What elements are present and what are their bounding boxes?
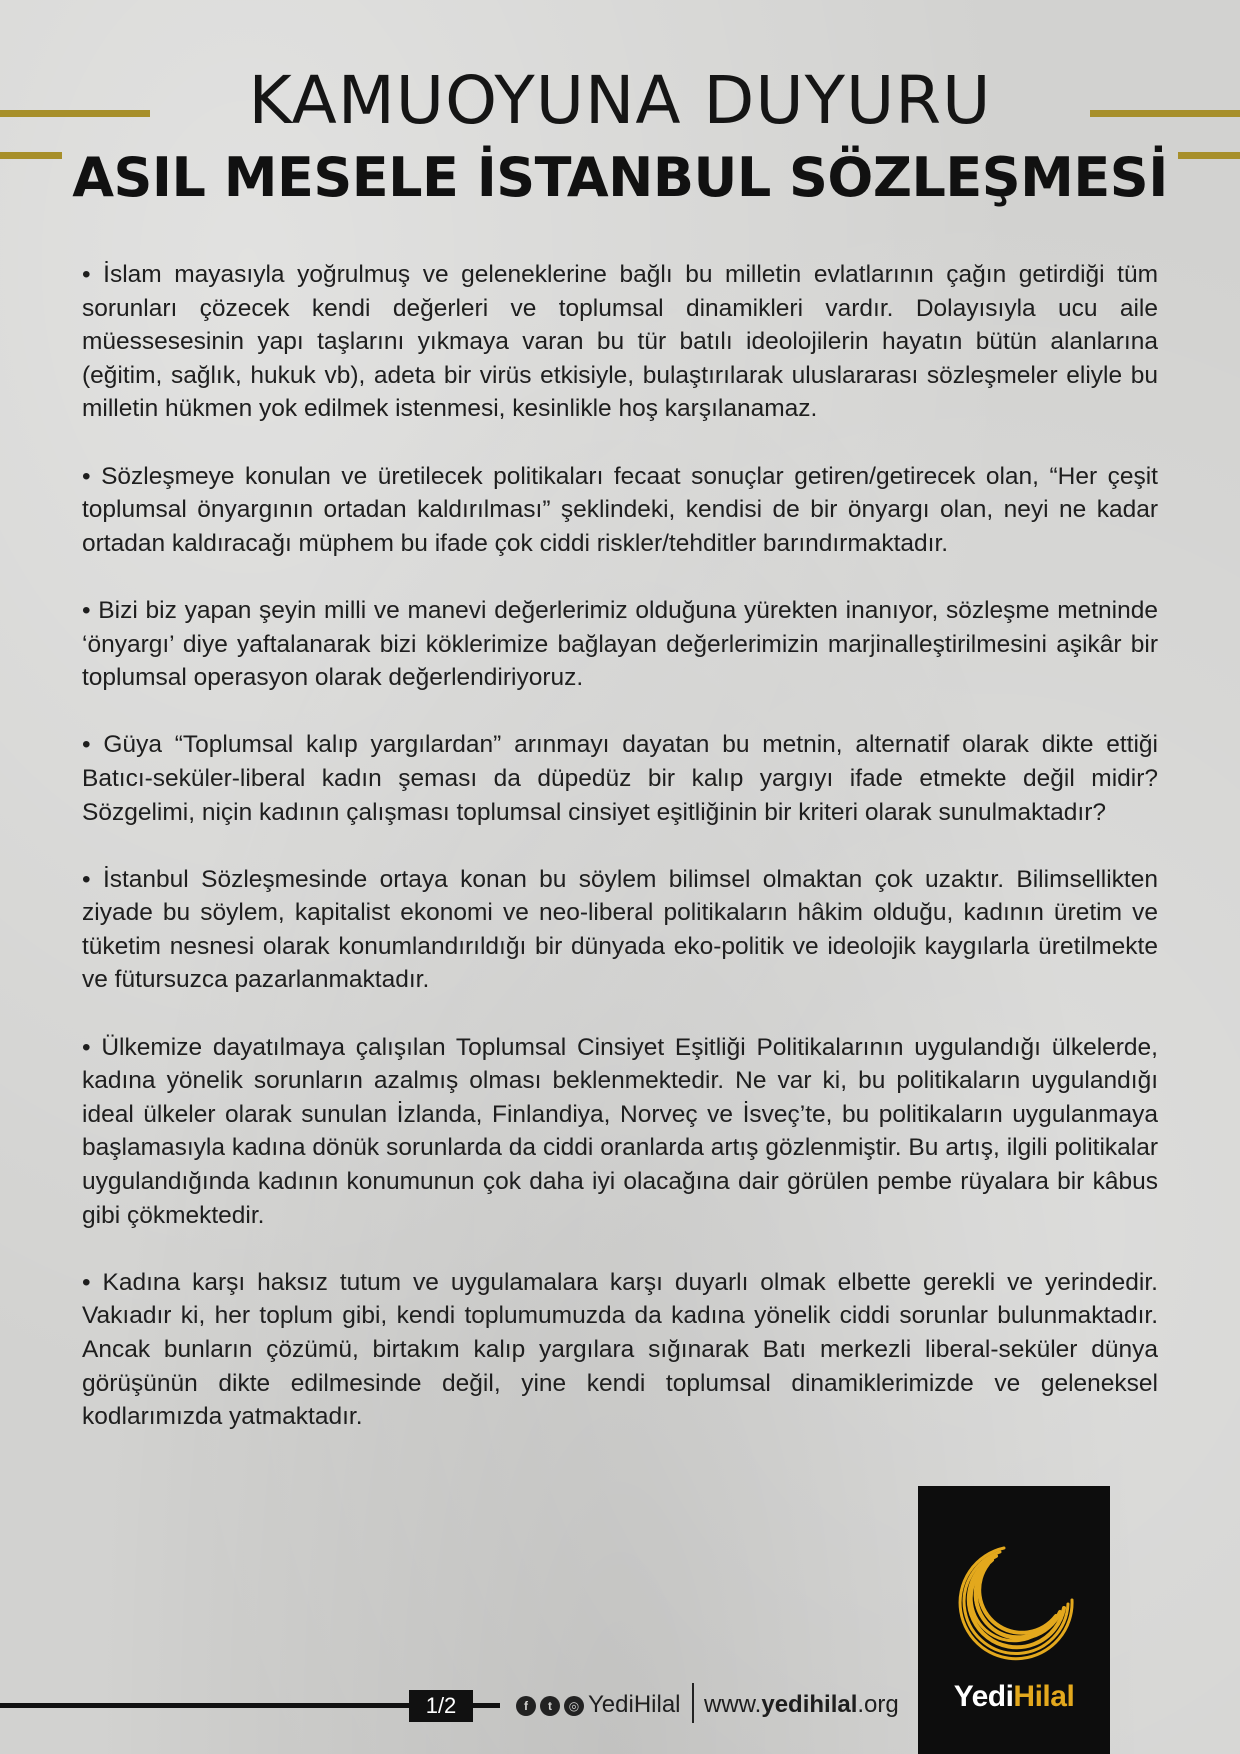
logo-box xyxy=(918,1486,1110,1754)
document-body xyxy=(82,258,1158,1467)
footer-divider xyxy=(692,1683,694,1723)
page-title: ASIL MESELE İSTANBUL SÖZLEŞMESİ xyxy=(72,146,1168,209)
logo-wordmark xyxy=(918,1680,1110,1714)
instagram-icon[interactable]: ◎ xyxy=(564,1696,584,1716)
footer-rule xyxy=(0,1703,460,1708)
crescent-logo-icon xyxy=(946,1538,1082,1674)
twitter-icon[interactable]: t xyxy=(540,1696,560,1716)
announcement-heading: KAMUOYUNA DUYURU xyxy=(248,62,992,139)
paragraph: • Sözleşmeye konulan ve üretilecek politikaları fecaat sonuçlar getiren/getirecek olan, “Her çeşit toplumsal önyargının ortadan kaldırılması” şeklindeki, kendisi de bir önyargı olan, neyi ne kadar ortadan kaldıracağı müphem bu ifade çok ciddi riskler/tehditler barındırmaktadır. xyxy=(82,462,1158,557)
website-prefix: www. xyxy=(704,1691,762,1718)
brand-handle[interactable]: YediHilal xyxy=(588,1691,681,1718)
paragraph: • Ülkemize dayatılmaya çalışılan Toplumsal Cinsiyet Eşitliği Politikalarının uygulandığı ülkelerde, kadına yönelik sorunların azalmış olması beklenmektedir. Ne var ki, bu politikaların uygulandığı ideal ülkeler olarak sunulan İzlanda, Finlandiya, Norveç ve İsveç’te, bu politikaların uygulanmaya başlamasıyla kadına dönük sorunlarda da ciddi oranlarda artış gözlenmiştir. Bu artış, ilgili politikalar uygulandığında kadının konumunun çok daha iyi olacağına dair görülen pembe rüyalara bir kâbus gibi çökmektedir. xyxy=(82,1033,1158,1229)
paragraph: • İstanbul Sözleşmesinde ortaya konan bu söylem bilimsel olmaktan çok uzaktır. Bilimsellikten ziyade bu söylem, kapitalist ekonomi ve neo-liberal politikaların hâkim olduğu, kadının üretim ve tüketim nesnesi olarak konumlandırıldığı bir dünyada eko-politik ve ideolojik kaygılarla üretilmekte ve fütursuzca pazarlanmaktadır. xyxy=(82,865,1158,994)
logo-text-gold: Hilal xyxy=(1013,1680,1075,1713)
paragraph: • İslam mayasıyla yoğrulmuş ve geleneklerine bağlı bu milletin evlatlarının çağın getirdiği tüm sorunları çözecek kendi değerleri ve toplumsal dinamikleri vardır. Dolayısıyla ucu aile müessesesinin yapı taşlarını yıkmaya varan bu tür batılı ideolojilerin hayatın bütün alanlarına (eğitim, sağlık, hukuk vb), adeta bir virüs etkisiyle, bulaştırılarak uluslararası sözleşmeler eliyle bu milletin hükmen yok edilmek istenmesi, kesinlikle hoş karşılanamaz. xyxy=(82,261,1158,423)
logo-text-white: Yedi xyxy=(953,1680,1014,1713)
social-icons xyxy=(516,1696,584,1718)
website-suffix: .org xyxy=(857,1691,899,1718)
website-domain: yedihilal xyxy=(761,1691,858,1718)
website-link[interactable] xyxy=(704,1691,899,1719)
paragraph: • Güya “Toplumsal kalıp yargılardan” arınmayı dayatan bu metnin, alternatif olarak dikte ettiği Batıcı-seküler-liberal kadın şeması da düpedüz bir kalıp yargıyı ifade etmekte değil midir? Sözgelimi, niçin kadının çalışması toplumsal cinsiyet eşitliğinin bir kriteri olarak sunulmaktadır? xyxy=(82,731,1158,826)
paragraph: • Bizi biz yapan şeyin milli ve manevi değerlerimiz olduğuna yürekten inanıyor, sözleşme metninde ‘önyargı’ diye yaftalanarak bizi köklerimize bağlayan değerlerimizin marjinalleştirilmesini aşikâr bir toplumsal operasyon olarak değerlendiriyoruz. xyxy=(82,596,1158,692)
paragraph: • Kadına karşı haksız tutum ve uygulamalara karşı duyarlı olmak elbette gerekli ve yerindedir. Vakıadır ki, her toplum gibi, kendi toplumumuzda da kadına yönelik ciddi sorunlar bulunmaktadır. Ancak bunların çözümü, birtakım kalıp yargılara sığınarak Batı merkezli liberal-seküler dünya görüşünün dikte edilmesinde değil, yine kendi toplumsal dinamiklerimizde ve geleneksel kodlarımızda yatmaktadır. xyxy=(82,1268,1158,1431)
page-indicator: 1/2 xyxy=(409,1690,473,1722)
facebook-icon[interactable]: f xyxy=(516,1696,536,1716)
